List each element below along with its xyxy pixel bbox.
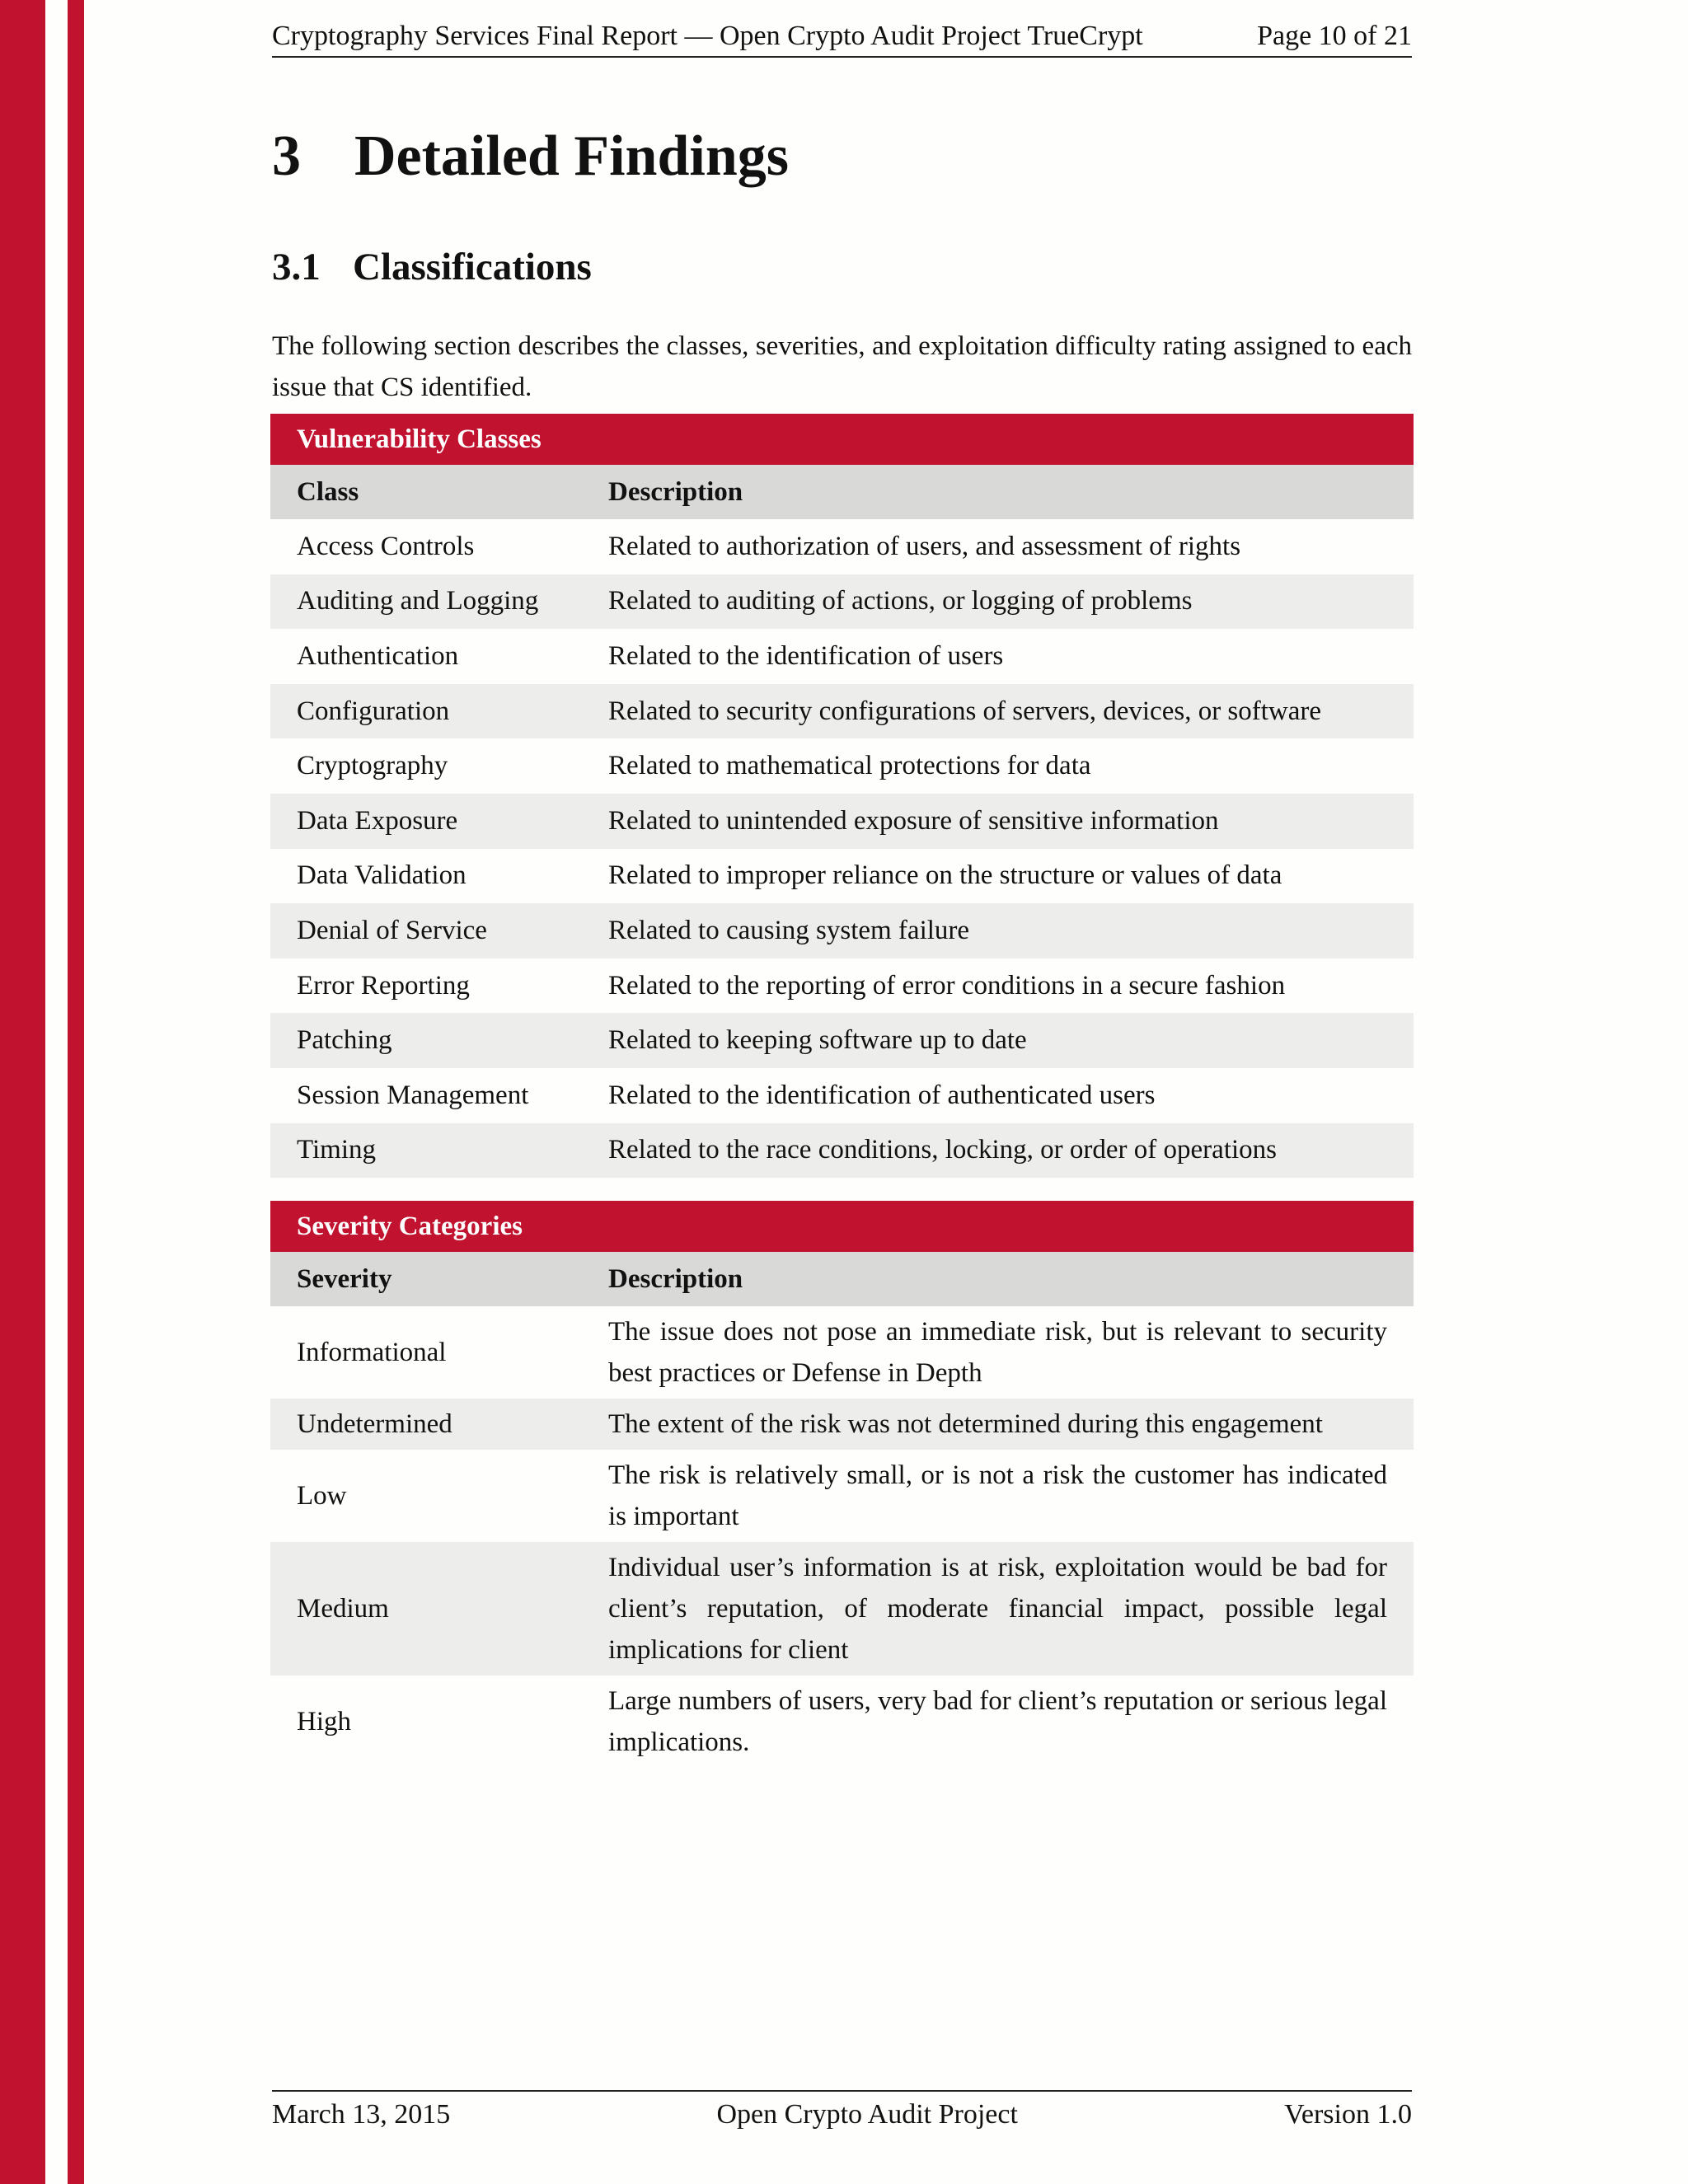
row-description: Related to causing system failure [608,915,970,945]
table-row [270,738,1414,794]
table-row [270,1542,1414,1675]
page-header [272,18,1412,58]
section-title: Detailed Findings [354,124,790,188]
subsection-title: Classifications [353,246,592,288]
column-header-description: Description [608,1263,743,1294]
row-description: The extent of the risk was not determined during this engagement [608,1409,1323,1439]
row-description: Related to authorization of users, and assessment of rights [608,531,1241,561]
row-description: The risk is relatively small, or is not a risk the customer has indicated is important [608,1460,1387,1531]
table-row [270,519,1414,574]
page-footer [272,2090,1412,2133]
header-title: Cryptography Services Final Report — Open Crypto Audit Project TrueCrypt [272,21,1143,51]
table-row [270,574,1414,630]
table-row [270,849,1414,904]
row-description: Related to keeping software up to date [608,1025,1027,1056]
table-body [270,519,1414,1178]
severity-categories-table [270,1201,1414,1768]
row-name: Medium [297,1593,389,1624]
row-name: Configuration [297,696,450,726]
row-description: Related to the reporting of error conditions in a secure fashion [608,970,1286,1001]
row-name: Authentication [297,640,459,671]
intro-paragraph: The following section describes the classes, severities, and exploitation difficulty rating assigned to each issue that CS identified. [272,331,1412,402]
row-description: Related to improper reliance on the structure or values of data [608,860,1282,891]
row-description: Related to unintended exposure of sensitive information [608,805,1219,836]
table-header-row [270,1252,1414,1306]
row-description: Large numbers of users, very bad for client’s reputation or serious legal implications. [608,1686,1387,1757]
row-name: Informational [297,1337,447,1367]
row-description: Related to the race conditions, locking, or order of operations [608,1135,1277,1165]
row-name: Auditing and Logging [297,586,539,616]
row-description: Individual user’s information is at risk, exploitation would be bad for client’s reputation, of moderate financial impact, possible legal implications for client [608,1553,1387,1665]
row-name: Data Exposure [297,805,458,836]
column-header-severity: Severity [297,1263,392,1294]
row-name: Error Reporting [297,970,470,1001]
subsection-number: 3.1 [272,246,321,288]
row-description: The issue does not pose an immediate risk, but is relevant to security best practices or Defense in Depth [608,1317,1387,1388]
column-header-class: Class [297,476,359,507]
table-row [270,903,1414,958]
table-row [270,684,1414,739]
table-body [270,1306,1414,1768]
left-stripe-wide [0,0,45,2184]
row-name: Session Management [297,1080,529,1110]
table-title: Vulnerability Classes [270,414,1414,465]
table-header-row [270,465,1414,519]
column-header-description: Description [608,476,743,507]
table-title: Severity Categories [270,1201,1414,1252]
table-row [270,1399,1414,1450]
table-row [270,1675,1414,1768]
page-number: Page 10 of 21 [1257,21,1412,51]
row-name: High [297,1706,351,1736]
row-name: Cryptography [297,751,448,781]
footer-org: Open Crypto Audit Project [716,2099,1018,2130]
row-description: Related to the identification of authenticated users [608,1080,1156,1110]
table-row [270,1450,1414,1542]
table-row [270,629,1414,684]
section-heading [272,115,789,198]
row-name: Undetermined [297,1408,452,1439]
row-description: Related to auditing of actions, or logging of problems [608,586,1193,616]
table-row [270,1123,1414,1179]
table-row [270,1306,1414,1399]
footer-version: Version 1.0 [1284,2099,1412,2130]
row-description: Related to security configurations of servers, devices, or software [608,696,1322,726]
table-row [270,794,1414,849]
table-row [270,958,1414,1014]
table-row [270,1068,1414,1123]
section-number: 3 [272,124,301,188]
row-name: Timing [297,1135,377,1165]
row-name: Denial of Service [297,915,487,945]
row-name: Data Validation [297,860,467,891]
left-stripe-narrow [68,0,84,2184]
row-description: Related to the identification of users [608,640,1004,671]
subsection-heading [272,241,592,293]
table-row [270,1013,1414,1068]
row-name: Low [297,1480,347,1511]
row-name: Patching [297,1025,392,1056]
vulnerability-classes-table [270,414,1414,1178]
row-name: Access Controls [297,531,475,561]
row-description: Related to mathematical protections for data [608,751,1091,781]
footer-date: March 13, 2015 [272,2099,451,2130]
